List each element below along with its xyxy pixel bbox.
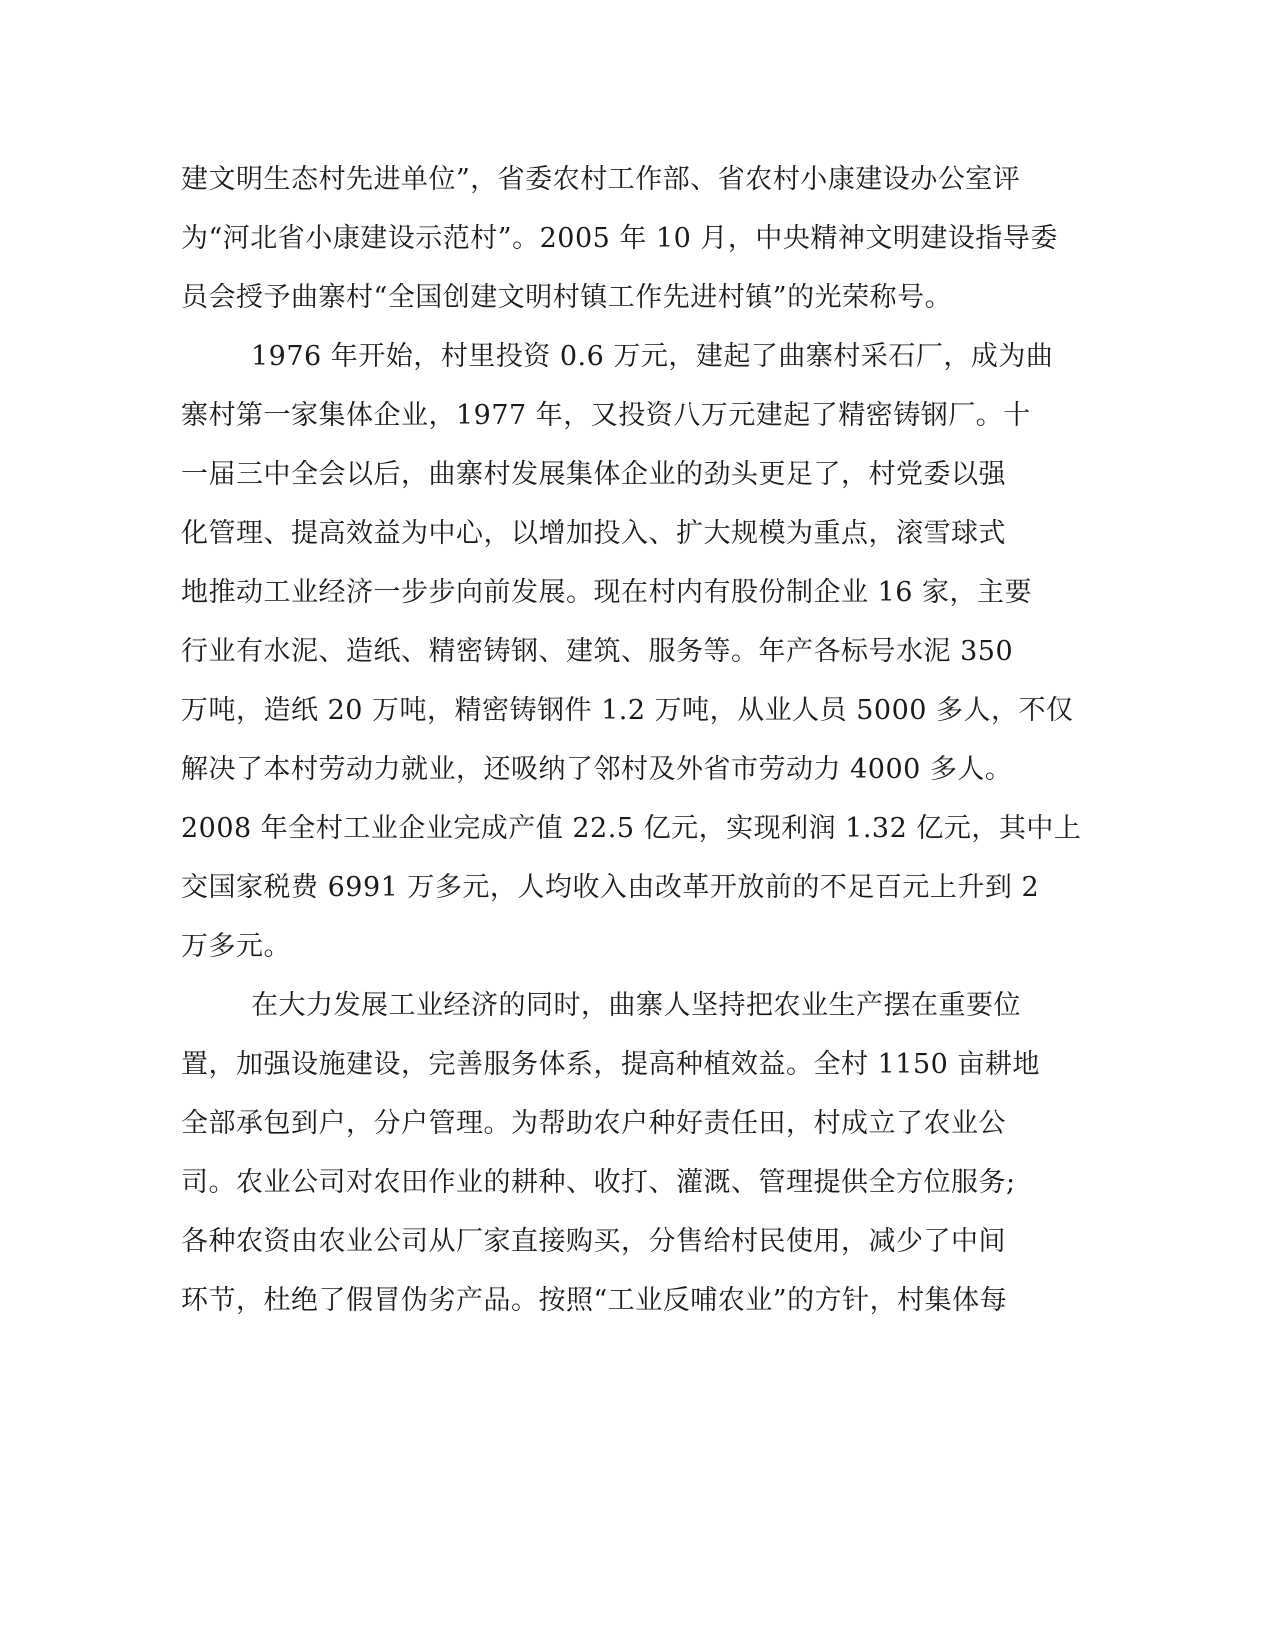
text-line: 各种农资由农业公司从厂家直接购买，分售给村民使用，减少了中间	[181, 1226, 1006, 1257]
text-line: 行业有水泥、造纸、精密铸钢、建筑、服务等。年产各标号水泥 350	[181, 636, 1014, 667]
text-line: 解决了本村劳动力就业，还吸纳了邻村及外省市劳动力 4000 多人。	[181, 754, 1013, 785]
text-line: 为“河北省小康建设示范村”。2005 年 10 月，中央精神文明建设指导委	[181, 223, 1058, 254]
text-line: 万多元。	[181, 931, 291, 962]
text-line: 2008 年全村工业企业完成产值 22.5 亿元，实现利润 1.32 亿元，其中上	[181, 813, 1082, 844]
text-line: 环节，杜绝了假冒伪劣产品。按照“工业反哺农业”的方针，村集体每	[181, 1285, 1008, 1316]
text-line: 员会授予曲寨村“全国创建文明村镇工作先进村镇”的光荣称号。	[181, 282, 953, 313]
text-line: 寨村第一家集体企业，1977 年，又投资八万元建起了精密铸钢厂。十	[181, 400, 1031, 431]
text-line: 交国家税费 6991 万多元，人均收入由改革开放前的不足百元上升到 2	[181, 872, 1040, 903]
text-line: 全部承包到户，分户管理。为帮助农户种好责任田，村成立了农业公	[181, 1108, 1006, 1139]
paragraph-first-line: 在大力发展工业经济的同时，曲寨人坚持把农业生产摆在重要位	[251, 990, 1021, 1021]
text-line: 化管理、提高效益为中心，以增加投入、扩大规模为重点，滚雪球式	[181, 518, 1006, 549]
text-line: 一届三中全会以后，曲寨村发展集体企业的劲头更足了，村党委以强	[181, 459, 1006, 490]
text-line: 建文明生态村先进单位”，省委农村工作部、省农村小康建设办公室评	[181, 164, 1021, 195]
text-line: 司。农业公司对农田作业的耕种、收打、灌溉、管理提供全方位服务;	[181, 1167, 1016, 1198]
text-line: 地推动工业经济一步步向前发展。现在村内有股份制企业 16 家，主要	[181, 577, 1033, 608]
text-line: 置，加强设施建设，完善服务体系，提高种植效益。全村 1150 亩耕地	[181, 1049, 1040, 1080]
paragraph-first-line: 1976 年开始，村里投资 0.6 万元，建起了曲寨村采石厂，成为曲	[251, 341, 1054, 372]
text-line: 万吨，造纸 20 万吨，精密铸钢件 1.2 万吨，从业人员 5000 多人，不仅	[181, 695, 1074, 726]
